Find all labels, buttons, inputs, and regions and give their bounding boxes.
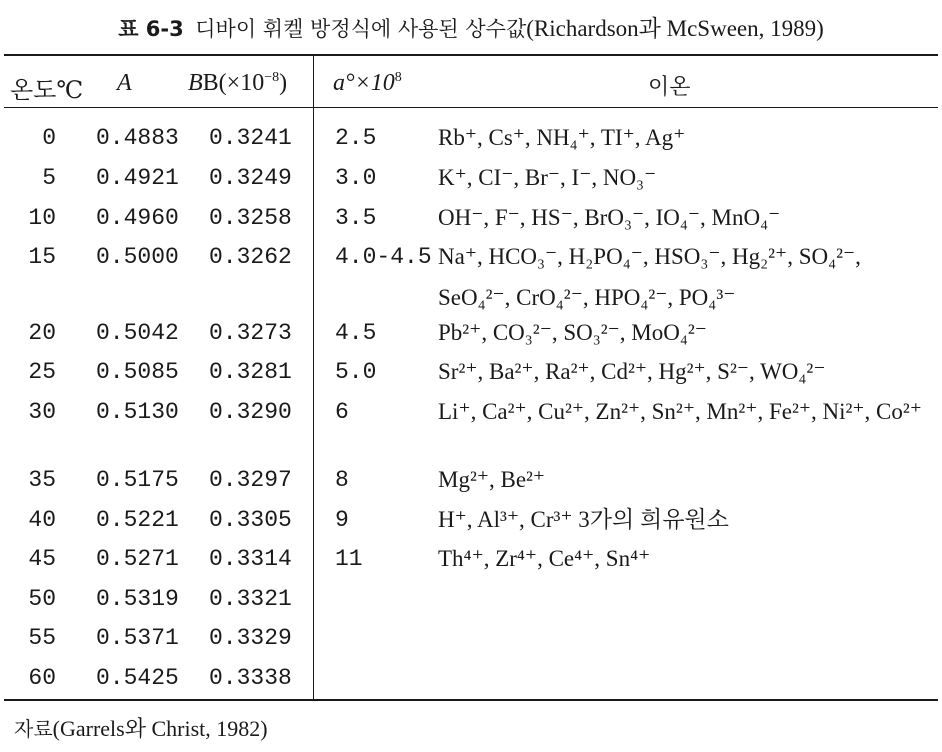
ions-cell: Th⁴⁺, Zr⁴⁺, Ce⁴⁺, Sn⁴⁺ (438, 546, 651, 571)
header-a: A (117, 70, 132, 96)
ion-size-cell: 4.0-4.5 (335, 244, 432, 270)
temperature-cell: 40 (28, 507, 56, 533)
ions-cell: OH⁻, F⁻, HS⁻, BrO₃⁻, IO₄⁻, MnO₄⁻ (438, 205, 781, 230)
a-value-cell: 0.5271 (96, 546, 179, 572)
b-value-cell: 0.3297 (209, 467, 292, 493)
temperature-cell: 50 (28, 586, 56, 612)
temperature-cell: 35 (28, 467, 56, 493)
top-rule (4, 54, 938, 56)
header-b: $BB(\times 10^{-8})$ (188, 70, 288, 96)
temperature-cell: 25 (28, 359, 56, 385)
b-value-cell: 0.3273 (209, 320, 292, 346)
a-value-cell: 0.5130 (96, 399, 179, 425)
temperature-cell: 5 (42, 165, 56, 191)
ion-size-cell: 9 (335, 507, 349, 533)
a-value-cell: 0.5319 (96, 586, 179, 612)
a-value-cell: 0.5425 (96, 665, 179, 691)
table-number: 표 6-3 (118, 17, 184, 41)
b-value-cell: 0.3338 (209, 665, 292, 691)
temperature-cell: 20 (28, 320, 56, 346)
header-temperature: 온도℃ (10, 78, 84, 104)
ions-cell: Na⁺, HCO₃⁻, H₂PO₄⁻, HSO₃⁻, Hg₂²⁺, SO₄²⁻, SeO₄²⁻, CrO₄²⁻, HPO₄²⁻, PO₄³⁻ (438, 244, 861, 310)
ions-cell: H⁺, Al³⁺, Cr³⁺ 3가의 희유원소 (438, 507, 729, 532)
table-citation: (Richardson과 McSween, 1989) (526, 16, 824, 41)
source-note (14, 712, 268, 743)
b-value-cell: 0.3258 (209, 205, 292, 231)
source-label: 자료 (14, 717, 53, 741)
ion-size-cell: 2.5 (335, 125, 377, 151)
b-value-cell: 0.3241 (209, 125, 292, 151)
temperature-cell: 30 (28, 399, 56, 425)
header-ions: 이온 (648, 75, 691, 100)
b-value-cell: 0.3290 (209, 399, 292, 425)
ion-size-cell: 8 (335, 467, 349, 493)
temperature-cell: 55 (28, 625, 56, 651)
a-value-cell: 0.4883 (96, 125, 179, 151)
ions-cell: K⁺, CI⁻, Br⁻, I⁻, NO₃⁻ (438, 165, 657, 190)
column-divider-body (313, 108, 314, 699)
source-citation: (Garrels와 Christ, 1982) (52, 716, 268, 741)
a-value-cell: 0.4960 (96, 205, 179, 231)
column-divider-header (313, 56, 314, 107)
header-ion-size-text: a°×10 (333, 70, 395, 96)
ions-cell: Pb²⁺, CO₃²⁻, SO₃²⁻, MoO₄²⁻ (438, 320, 707, 345)
b-value-cell: 0.3262 (209, 244, 292, 270)
ions-cell: Mg²⁺, Be²⁺ (438, 467, 546, 492)
b-value-cell: 0.3314 (209, 546, 292, 572)
temperature-cell: 45 (28, 546, 56, 572)
b-value-cell: 0.3321 (209, 586, 292, 612)
header-rule (4, 107, 938, 108)
ions-cell: Li⁺, Ca²⁺, Cu²⁺, Zn²⁺, Sn²⁺, Mn²⁺, Fe²⁺, Ni²⁺, Co²⁺ (438, 399, 922, 424)
ions-cell: Sr²⁺, Ba²⁺, Ra²⁺, Cd²⁺, Hg²⁺, S²⁻, WO₄²⁻ (438, 359, 826, 384)
a-value-cell: 0.5042 (96, 320, 179, 346)
header-b-exp: −8 (264, 70, 280, 85)
a-value-cell: 0.5085 (96, 359, 179, 385)
b-value-cell: 0.3329 (209, 625, 292, 651)
table-caption: 디바이 휘켈 방정식에 사용된 상수값 (195, 17, 527, 41)
ion-size-cell: 3.5 (335, 205, 377, 231)
header-b-text: B(×10 (202, 70, 265, 96)
a-value-cell: 0.4921 (96, 165, 179, 191)
header-ion-size (333, 70, 402, 97)
temperature-cell: 0 (42, 125, 56, 151)
header-b-close: ) (279, 70, 288, 96)
a-value-cell: 0.5221 (96, 507, 179, 533)
a-value-cell: 0.5175 (96, 467, 179, 493)
ion-size-cell: 4.5 (335, 320, 377, 346)
ions-cell: Rb⁺, Cs⁺, NH₄⁺, TI⁺, Ag⁺ (438, 125, 686, 150)
a-value-cell: 0.5000 (96, 244, 179, 270)
table-title (0, 10, 942, 43)
temperature-cell: 60 (28, 665, 56, 691)
temperature-cell: 15 (28, 244, 56, 270)
ion-size-cell: 11 (335, 546, 363, 572)
ion-size-cell: 6 (335, 399, 349, 425)
b-value-cell: 0.3249 (209, 165, 292, 191)
temperature-cell: 10 (28, 205, 56, 231)
bottom-rule (4, 699, 938, 701)
a-value-cell: 0.5371 (96, 625, 179, 651)
ion-size-cell: 3.0 (335, 165, 377, 191)
b-value-cell: 0.3305 (209, 507, 292, 533)
header-ion-size-exp: 8 (394, 70, 402, 85)
b-value-cell: 0.3281 (209, 359, 292, 385)
ion-size-cell: 5.0 (335, 359, 377, 385)
